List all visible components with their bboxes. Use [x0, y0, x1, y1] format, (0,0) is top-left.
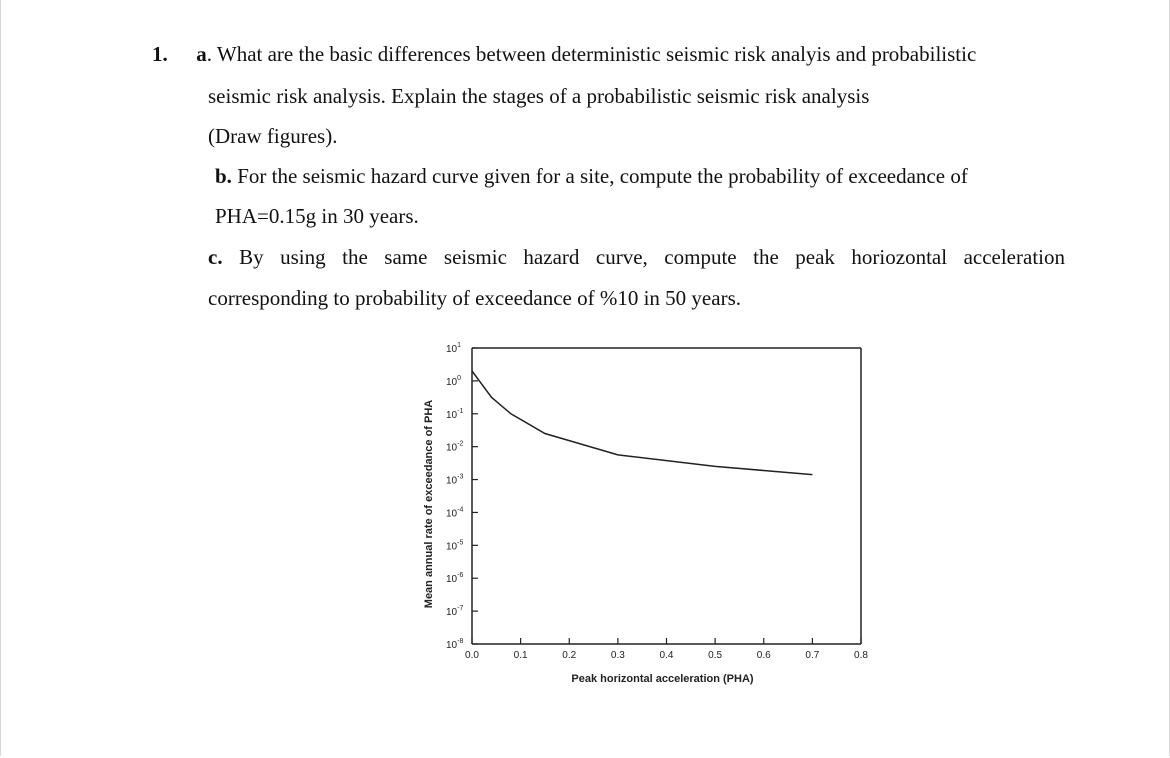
- x-tick-label: 0.4: [659, 650, 674, 661]
- part-c-label: c.: [208, 245, 223, 269]
- x-axis-title: Peak horizontal acceleration (PHA): [571, 673, 754, 685]
- x-tick-label: 0.3: [610, 650, 625, 661]
- question-number: 1.: [152, 42, 168, 66]
- y-tick-label: $10^{-5}$: [446, 539, 464, 553]
- part-c-text-1: By using the same seismic hazard curve, compute the peak horiozontal acceleration: [222, 245, 1065, 269]
- y-tick-label: $10^{-8}$: [446, 638, 464, 651]
- hazard-curve-line: [472, 371, 812, 475]
- part-b-text-1: For the seismic hazard curve given for a site, compute the probability of exceedance of: [231, 164, 968, 188]
- part-a-text-2: seismic risk analysis. Explain the stages of a probabilistic seismic risk analysis: [208, 84, 870, 108]
- y-tick-label: $10^{-2}$: [446, 440, 464, 454]
- seismic-hazard-chart: [410, 334, 880, 694]
- part-a-label: a: [196, 42, 207, 66]
- part-a-text-1: . What are the basic differences between deterministic seismic risk analyis and probabilistic: [206, 42, 977, 66]
- x-tick-label: 0.0: [465, 650, 479, 661]
- y-tick-label: $10^1$: [446, 342, 462, 355]
- y-tick-label: $10^{-7}$: [446, 605, 464, 619]
- part-c-text-2: corresponding to probability of exceedance of %10 in 50 years.: [208, 286, 741, 310]
- question-b-line-1: [215, 164, 968, 188]
- y-tick-label: $10^{-6}$: [446, 572, 464, 586]
- question-c-line-1: [208, 245, 1065, 269]
- y-axis-title: Mean annual rate of exceedance of PHA: [423, 399, 435, 609]
- part-b-label: b.: [215, 164, 232, 188]
- question-a-line-1: [152, 42, 976, 66]
- y-tick-label: $10^0$: [446, 374, 462, 388]
- x-tick-label: 0.5: [708, 650, 723, 661]
- x-tick-label: 0.7: [805, 650, 820, 661]
- y-tick-label: $10^{-3}$: [446, 473, 464, 487]
- y-tick-label: $10^{-1}$: [446, 407, 464, 421]
- x-tick-label: 0.8: [854, 650, 868, 661]
- x-tick-label: 0.1: [513, 650, 528, 661]
- part-a-text-3: (Draw figures).: [208, 124, 338, 148]
- x-tick-label: 0.6: [756, 650, 771, 661]
- x-tick-label: 0.2: [562, 650, 577, 661]
- y-tick-label: $10^{-4}$: [446, 506, 464, 520]
- part-b-text-2: PHA=0.15g in 30 years.: [215, 204, 419, 228]
